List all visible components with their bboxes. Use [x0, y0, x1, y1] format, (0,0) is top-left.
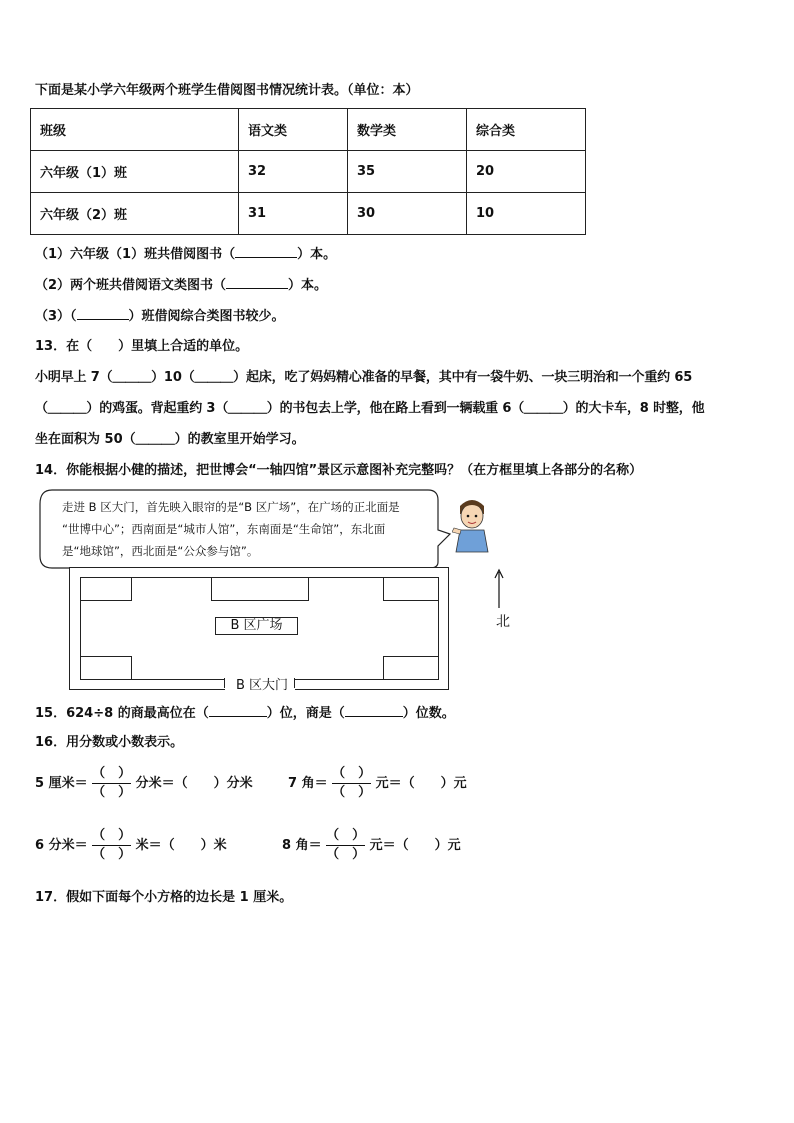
boy-character-icon [452, 496, 492, 554]
southwest-box[interactable] [80, 656, 132, 680]
northeast-box[interactable] [383, 577, 439, 601]
answer-blank[interactable] [235, 245, 297, 258]
q16-item-3: 6 分米＝ （ ） （ ） 米＝（ ）米 [35, 828, 227, 862]
north-box[interactable] [211, 577, 309, 601]
header-cell: 语文类 [239, 109, 348, 151]
fraction-box[interactable]: （ ） （ ） [332, 766, 372, 800]
q12-sub1: （1）六年级（1）班共借阅图书（ ）本。 [35, 247, 337, 262]
table-cell: 10 [467, 193, 586, 235]
q17-title: 17．假如下面每个小方格的边长是 1 厘米。 [35, 890, 293, 905]
q12-sub2: （2）两个班共借阅语文类图书（ ）本。 [35, 278, 328, 293]
table-header-row [31, 109, 586, 151]
answer-blank[interactable] [226, 276, 288, 289]
header-cell: 数学类 [348, 109, 467, 151]
northwest-box[interactable] [80, 577, 132, 601]
header-cell: 综合类 [467, 109, 586, 151]
north-label: 北 [496, 614, 510, 630]
table-row [31, 151, 586, 193]
gate-post-right [294, 678, 295, 688]
q13-line2: （＿＿＿）的鸡蛋。背起重约 3（＿＿＿）的书包去上学，他在路上看到一辆载重 6（＿＿＿）的大卡车，8 时整，他 [35, 401, 705, 416]
q13-title: 13．在（ ）里填上合适的单位。 [35, 339, 249, 354]
q16-title: 16．用分数或小数表示。 [35, 735, 184, 750]
table-cell: 35 [348, 151, 467, 193]
southeast-box[interactable] [383, 656, 439, 680]
table-row [31, 193, 586, 235]
speech-line-2: “世博中心”；西南面是“城市人馆”，东南面是“生命馆”，东北面 [62, 522, 386, 536]
q16-item-2: 7 角＝ （ ） （ ） 元＝（ ）元 [288, 766, 467, 800]
table-cell: 32 [239, 151, 348, 193]
speech-line-1: 走进 B 区大门，首先映入眼帘的是“B 区广场”，在广场的正北面是 [62, 500, 400, 514]
q16-item-4: 8 角＝ （ ） （ ） 元＝（ ）元 [282, 828, 461, 862]
answer-blank[interactable] [77, 307, 129, 320]
q12-sub3: （3）（ ）班借阅综合类图书较少。 [35, 309, 285, 324]
table-cell: 30 [348, 193, 467, 235]
q13-line1: 小明早上 7（＿＿＿）10（＿＿＿）起床，吃了妈妈精心准备的早餐，其中有一袋牛奶、一块三明治和一个重约 65 [35, 370, 693, 385]
answer-blank[interactable] [345, 704, 403, 717]
fraction-box[interactable]: （ ） （ ） [92, 766, 132, 800]
answer-blank[interactable] [209, 704, 267, 717]
table-cell: 31 [239, 193, 348, 235]
table-cell: 20 [467, 151, 586, 193]
gate-post-left [224, 678, 225, 688]
borrowing-stats-table [30, 108, 586, 235]
b-gate-label: B 区大门 [236, 678, 289, 693]
q15: 15．624÷8 的商最高位在（ ）位，商是（ ）位数。 [35, 706, 455, 721]
b-square-box: B 区广场 [215, 617, 298, 635]
speech-line-3: 是“地球馆”，西北面是“公众参与馆”。 [62, 544, 259, 558]
q13-line3: 坐在面积为 50（＿＿＿）的教室里开始学习。 [35, 432, 305, 447]
q16-item-1: 5 厘米＝ （ ） （ ） 分米＝（ ）分米 [35, 766, 253, 800]
north-arrow-icon [492, 568, 506, 610]
fraction-box[interactable]: （ ） （ ） [326, 828, 366, 862]
table-cell: 六年级（2）班 [31, 193, 239, 235]
table-cell: 六年级（1）班 [31, 151, 239, 193]
fraction-box[interactable]: （ ） （ ） [92, 828, 132, 862]
q14-title: 14．你能根据小健的描述，把世博会“一轴四馆”景区示意图补充完整吗？（在方框里填上各部分的名称） [35, 463, 643, 478]
header-cell: 班级 [31, 109, 239, 151]
table-intro: 下面是某小学六年级两个班学生借阅图书情况统计表。（单位：本） [35, 83, 419, 98]
